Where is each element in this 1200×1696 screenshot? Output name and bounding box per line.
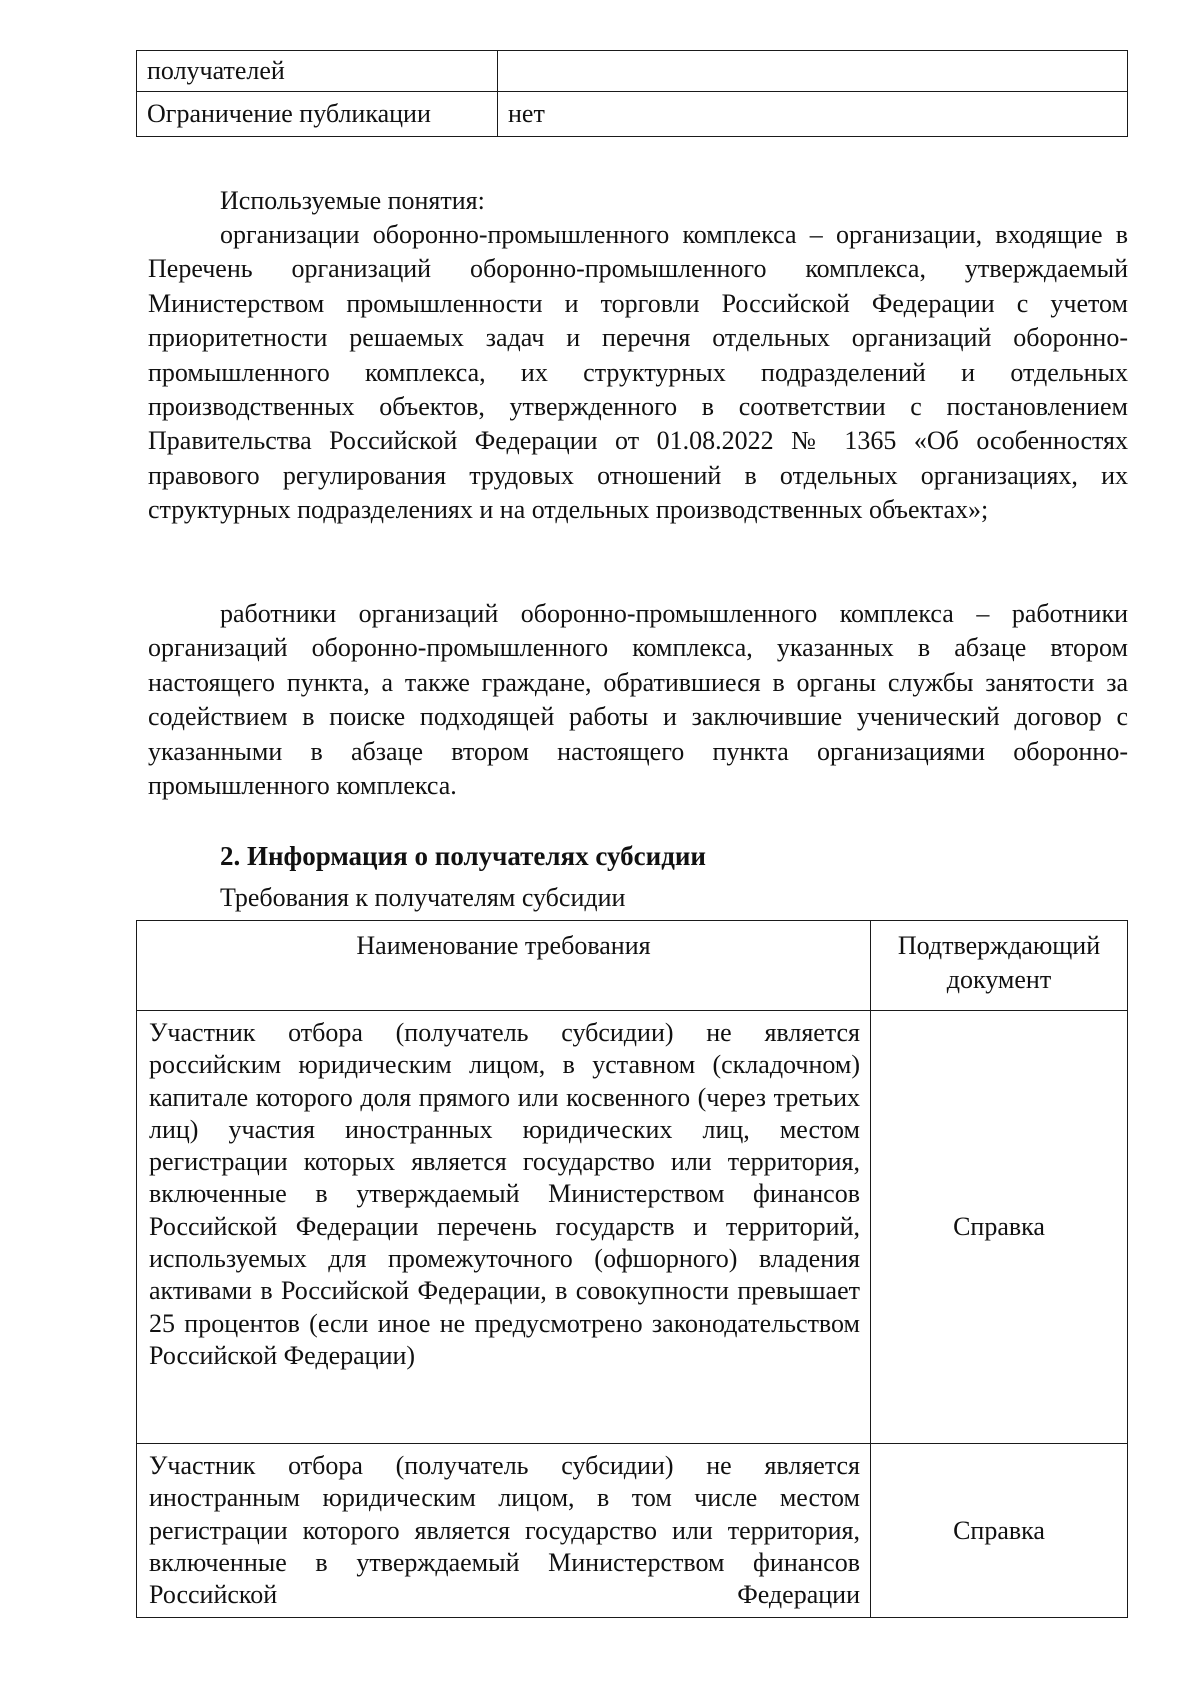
table-header-row (137, 921, 1128, 1011)
table-cell: нет (498, 92, 1128, 137)
section-heading: 2. Информация о получателях субсидии (220, 841, 706, 871)
publication-info-table (136, 50, 1128, 137)
document-cell: Справка (871, 1444, 1128, 1618)
requirements-table (136, 920, 1128, 1618)
column-header-document: Подтверждающий документ (871, 921, 1128, 1011)
table-row (137, 1444, 1128, 1618)
column-header-requirement: Наименование требования (137, 921, 871, 1011)
document-cell: Справка (871, 1011, 1128, 1444)
table-cell: Ограничение публикации (137, 92, 498, 137)
table-row (137, 92, 1128, 137)
concepts-title: Используемые понятия: (220, 186, 485, 215)
table-row (137, 51, 1128, 92)
requirement-cell: Участник отбора (получатель субсидии) не является иностранным юридическим лицом, в том числе местом регистрации которого является государство или территория, включенные в утверждаемый Министерством финансов Российской Федерации (137, 1444, 871, 1618)
table-caption: Требования к получателям субсидии (220, 883, 626, 912)
concept-paragraph-2: работники организаций оборонно-промышленного комплекса – работники организаций оборонно-промышленного комплекса, указанных в абзаце втором настоящего пункта, а также граждане, обратившиеся в органы службы занятости за содействием в поиске подходящей работы и заключившие ученический договор с указанными в абзаце втором настоящего пункта организациями оборонно-промышленного комплекса. (148, 599, 1128, 801)
requirement-cell: Участник отбора (получатель субсидии) не является российским юридическим лицом, в уставном (складочном) капитале которого доля прямого или косвенного (через третьих лиц) участия иностранных юридических лиц, местом регистрации которых является государство или территория, включенные в утверждаемый Министерством финансов Российской Федерации перечень государств и территорий, используемых для промежуточного (офшорного) владения активами в Российской Федерации, в совокупности превышает 25 процентов (если иное не предусмотрено законодательством Российской Федерации) (137, 1011, 871, 1444)
table-cell: получателей (137, 51, 498, 92)
table-cell (498, 51, 1128, 92)
concept-paragraph-1: организации оборонно-промышленного комплекса – организации, входящие в Перечень организаций оборонно-промышленного комплекса, утверждаемый Министерством промышленности и торговли Российской Федерации с учетом приоритетности решаемых задач и перечня отдельных организаций оборонно-промышленного комплекса, их структурных подразделений и отдельных производственных объектов, утвержденного в соответствии с постановлением Правительства Российской Федерации от 01.08.2022 № 1365 «Об особенностях правового регулирования трудовых отношений в отдельных организациях, их структурных подразделениях и на отдельных производственных объектах»; (148, 220, 1128, 525)
table-row (137, 1011, 1128, 1444)
